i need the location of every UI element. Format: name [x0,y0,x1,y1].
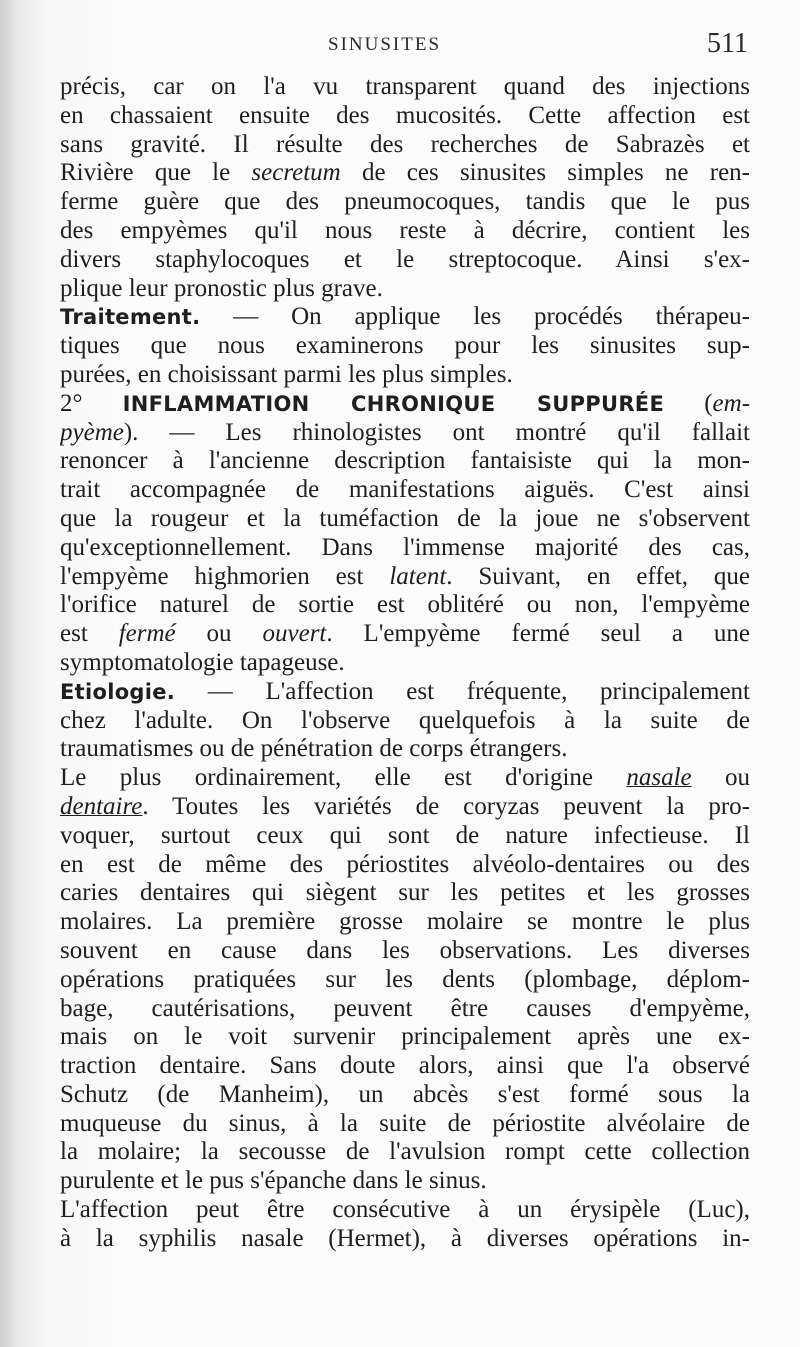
text-run: ( [664,389,713,417]
text-line [60,1196,750,1225]
text-run: 2° [60,389,123,417]
text-line [60,793,750,822]
text-line [60,246,750,275]
text-run: nasale [626,764,692,792]
text-line [60,937,750,966]
text-line [60,591,750,620]
text-run: mais on le voit survenir principalement après une ex- [60,1023,750,1051]
text-run: — L'affection est fréquente, principalement [175,677,750,705]
text-line [60,131,750,160]
text-line [60,159,750,188]
text-line [60,764,750,793]
text-line [60,303,750,332]
text-line [60,966,750,995]
text-run: — On applique les procédés thérapeu- [200,303,750,331]
text-run: l'empyème highmorien est [60,562,390,590]
text-line [60,534,750,563]
text-run: l'orifice naturel de sortie est oblitéré ou non, l'empyème [60,591,750,619]
text-run: en est de même des périostites alvéolo-dentaires ou des [60,850,750,878]
text-run: chez l'adulte. On l'observe quelquefois à la suite de [60,706,750,734]
text-run: souvent en cause dans les observations. Les diverses [60,936,750,964]
text-run: ouvert [262,620,327,648]
text-run: Le plus ordinairement, elle est d'origine [60,764,627,792]
text-run: pyème [60,418,124,446]
running-title: SINUSITES [328,34,442,55]
text-run: . Suivant, en effet, que [446,562,750,590]
text-run: . L'empyème fermé seul a une [326,620,750,648]
text-run: symptomatologie tapageuse. [60,648,345,676]
text-run: ferme guère que des pneumocoques, tandis que le pus [60,188,750,216]
text-line [60,735,750,764]
text-run: . Toutes les variétés de coryzas peuvent la pro- [142,792,750,820]
text-run: à la syphilis nasale (Hermet), à diverses opérations in- [60,1224,750,1252]
text-run: trait accompagnée de manifestations aiguës. C'est ainsi [60,476,750,504]
text-line [60,361,750,390]
text-line [60,275,750,304]
text-line [60,707,750,736]
text-line [60,390,750,419]
text-run: sans gravité. Il résulte des recherches de Sabrazès et [60,130,750,158]
text-run: purées, en choisissant parmi les plus simples. [60,360,513,388]
text-line [60,822,750,851]
text-run: secretum [251,159,341,187]
text-line [60,649,750,678]
text-line [60,505,750,534]
text-line [60,1023,750,1052]
text-run: en chassaient ensuite des mucosités. Cette affection est [60,101,750,129]
text-line [60,1081,750,1110]
text-run: molaires. La première grosse molaire se montre le plus [60,908,750,936]
text-run: la molaire; la secousse de l'avulsion rompt cette collection [60,1138,750,1166]
text-line [60,563,750,592]
text-run: ). — Les rhinologistes ont montré qu'il fallait [123,418,750,446]
text-run: Schutz (de Manheim), un abcès s'est formé sous la [60,1080,750,1108]
text-line [60,1167,750,1196]
text-run: fermé [118,620,176,648]
text-run: plique leur pronostic plus grave. [60,274,383,302]
text-run: traumatismes ou de pénétration de corps étrangers. [60,735,568,763]
text-line [60,217,750,246]
text-line [60,476,750,505]
text-run: renoncer à l'ancienne description fantaisiste qui la mon- [60,447,750,475]
text-run: caries dentaires qui siègent sur les petites et les grosses [60,879,750,907]
text-run: Etiologie. [60,679,176,704]
text-run: qu'exceptionnellement. Dans l'immense majorité des cas, [60,533,750,561]
text-line [60,1052,750,1081]
text-run: voquer, surtout ceux qui sont de nature infectieuse. Il [60,821,750,849]
text-run: est [60,620,119,648]
page-number: 511 [707,28,748,59]
text-run: muqueuse du sinus, à la suite de périostite alvéolaire de [60,1109,750,1137]
text-line [60,102,750,131]
text-run: L'affection peut être consécutive à un érysipèle (Luc), [60,1196,750,1224]
text-run: que la rougeur et la tuméfaction de la joue ne s'observent [60,504,750,532]
text-run: opérations pratiquées sur les dents (plombage, déplom- [60,965,750,993]
text-line [60,419,750,448]
text-line [60,879,750,908]
text-line [60,332,750,361]
text-run: traction dentaire. Sans doute alors, ainsi que l'a observé [60,1052,750,1080]
text-run: Rivière que le [60,159,252,187]
text-line [60,995,750,1024]
text-run: des empyèmes qu'il nous reste à décrire, contient les [60,216,750,244]
text-run: précis, car on l'a vu transparent quand des injections [60,73,750,100]
text-line [60,73,750,102]
text-line [60,908,750,937]
text-run: tiques que nous examinerons pour les sinusites sup- [60,332,750,360]
text-run: ou [691,764,750,792]
text-run: latent [389,562,447,590]
text-run: de ces sinusites simples ne ren- [340,159,750,187]
text-run: INFLAMMATION CHRONIQUE SUPPURÉE [122,391,665,416]
text-run: bage, cautérisations, peuvent être causes d'empyème, [60,994,750,1022]
text-line [60,620,750,649]
text-line [60,1138,750,1167]
text-run: Traitement. [60,305,201,330]
text-run: ou [175,620,263,648]
text-run: purulente et le pus s'épanche dans le sinus. [60,1167,487,1195]
running-head [0,28,800,62]
text-run: em- [712,389,750,417]
text-line [60,1110,750,1139]
text-line [60,678,750,707]
body-text [60,73,750,1254]
text-line [60,851,750,880]
text-line [60,188,750,217]
text-run: divers staphylocoques et le streptocoque. Ainsi s'ex- [60,245,750,273]
text-line [60,1225,750,1254]
text-line [60,447,750,476]
text-run: dentaire [60,792,143,820]
